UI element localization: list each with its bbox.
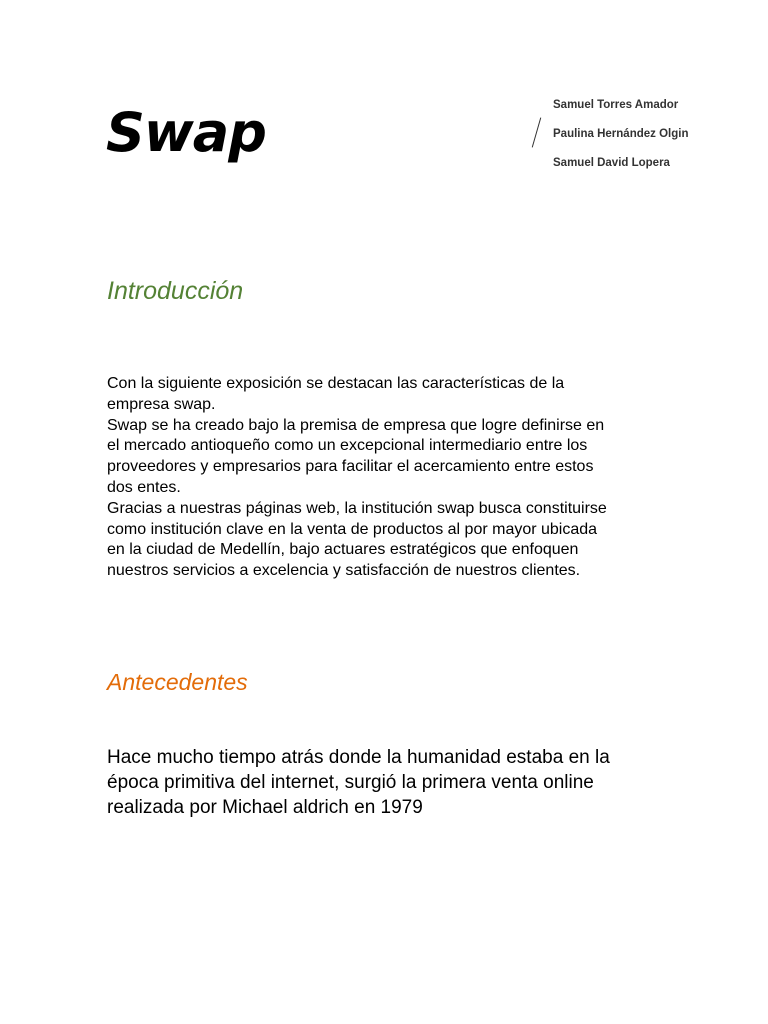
paragraph-line: dos entes.: [107, 478, 181, 496]
paragraph-line: Swap se ha creado bajo la premisa de empresa que logre definirse en: [107, 416, 605, 434]
paragraph-line: Con la siguiente exposición se destacan las características de la: [107, 375, 565, 392]
author-list: [553, 95, 688, 182]
antecedentes-heading: Antecedentes: [107, 669, 248, 695]
paragraph-line: Hace mucho tiempo atrás donde la humanidad estaba en la: [107, 747, 610, 768]
paragraph-line: como institución clave en la venta de productos al por mayor ubicada: [107, 520, 598, 538]
paragraph-line: empresa swap.: [107, 395, 216, 413]
paragraph-line: época primitiva del internet, surgió la primera venta online: [107, 772, 594, 794]
antecedentes-paragraph: [107, 745, 667, 821]
introduction-paragraph: [107, 374, 667, 582]
author-name: Samuel David Lopera: [553, 157, 670, 169]
introduction-heading: Introducción: [107, 277, 244, 305]
paragraph-line: realizada por Michael aldrich en 1979: [107, 797, 423, 819]
paragraph-line: el mercado antioqueño como un excepcional intermediario entre los: [107, 437, 588, 455]
author-name: Paulina Hernández Olgin: [553, 128, 689, 140]
title-divider-slash: [532, 117, 542, 147]
paragraph-line: en la ciudad de Medellín, bajo actuares estratégicos que enfoquen: [107, 541, 579, 559]
paragraph-line: nuestros servicios a excelencia y satisfacción de nuestros clientes.: [107, 562, 581, 580]
document-title: Swap: [106, 101, 266, 164]
author-name: Samuel Torres Amador: [553, 99, 679, 111]
paragraph-line: proveedores y empresarios para facilitar el acercamiento entre estos: [107, 458, 594, 476]
paragraph-line: Gracias a nuestras páginas web, la institución swap busca constituirse: [107, 499, 607, 517]
